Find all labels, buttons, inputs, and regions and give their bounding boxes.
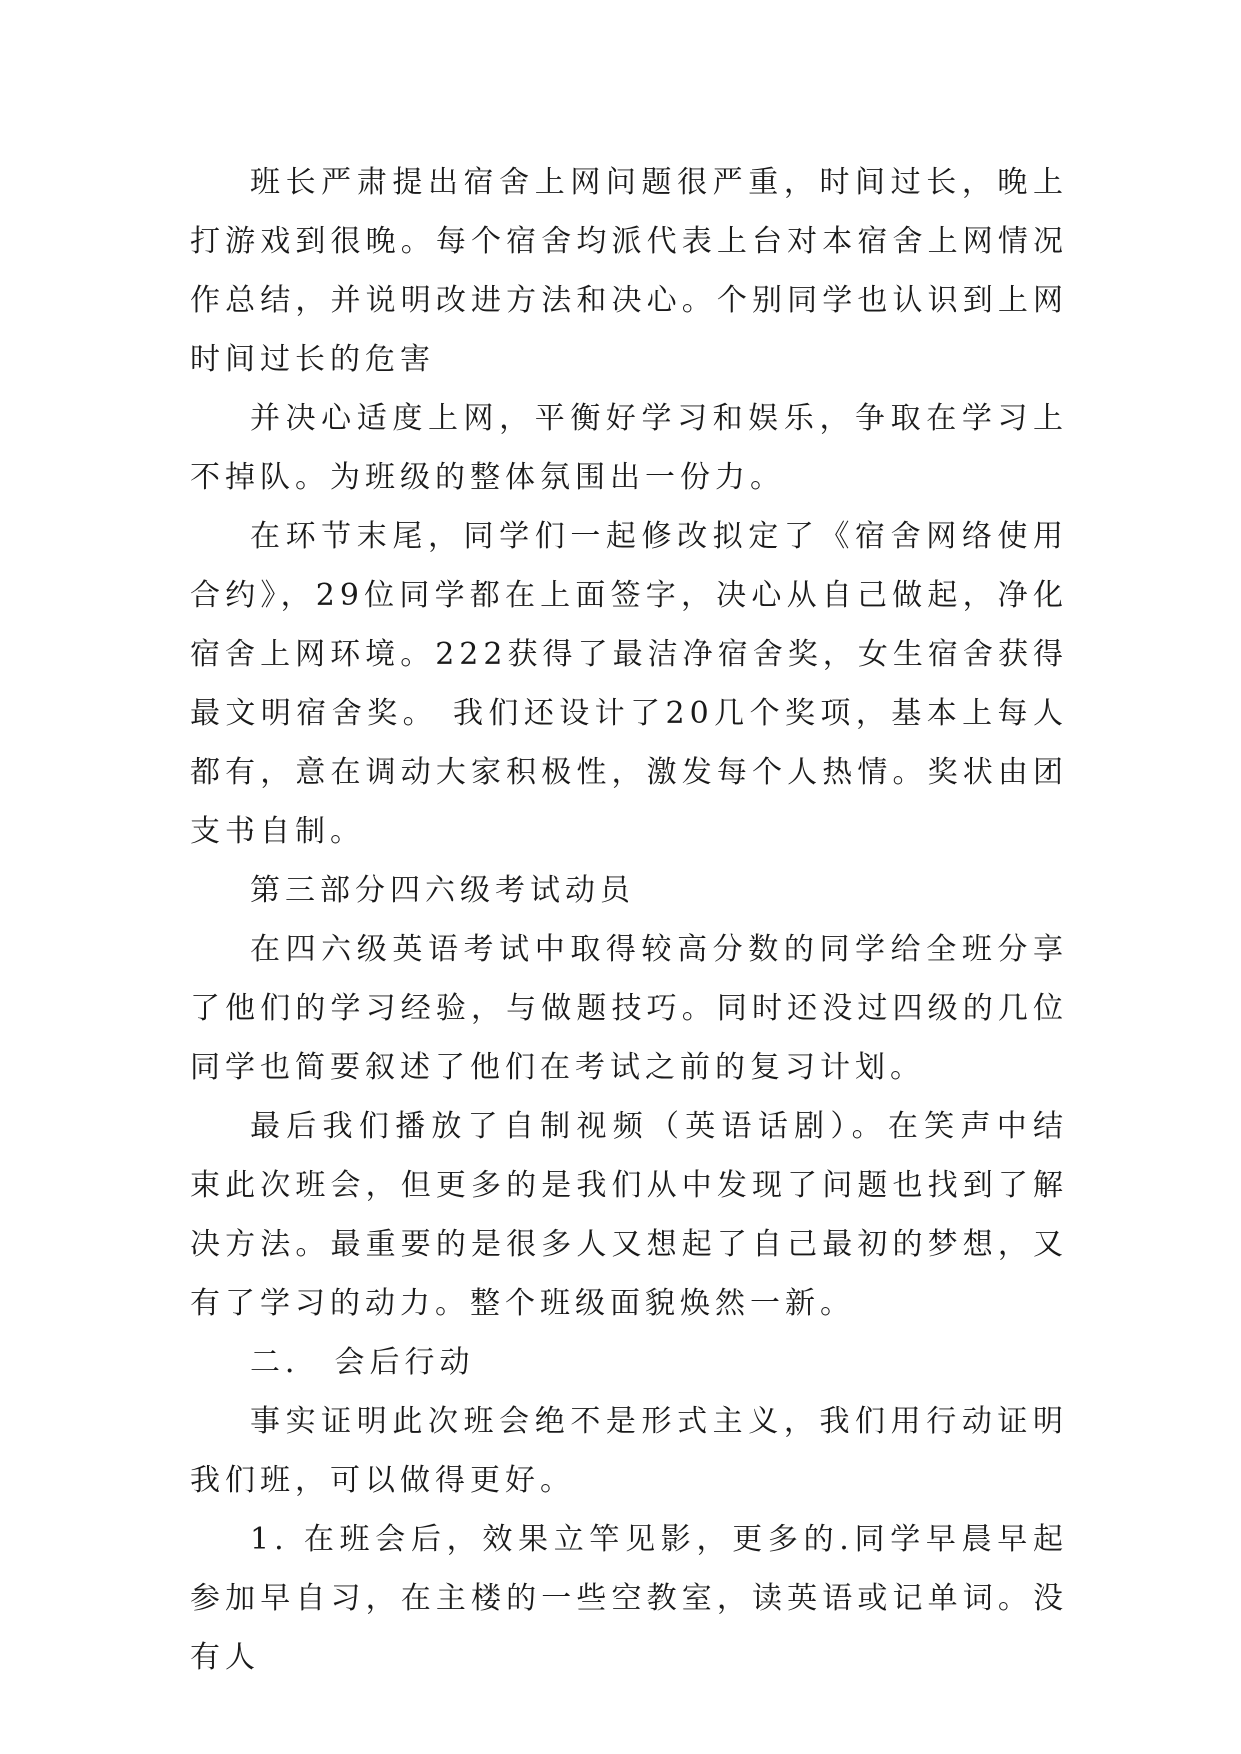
paragraph-proof: 事实证明此次班会绝不是形式主义，我们用行动证明我们班，可以做得更好。 [190, 1404, 1068, 1498]
document-body [190, 153, 1068, 1687]
paragraph-item-1: 1. 在班会后，效果立竿见影，更多的.同学早晨早起参加早自习，在主楼的一些空教室，读英语或记单词。没有人 [190, 1522, 1068, 1675]
paragraph-contract-awards: 在环节末尾，同学们一起修改拟定了《宿舍网络使用合约》，29位同学都在上面签字，决心从自己做起，净化宿舍上网环境。222获得了最洁净宿舍奖，女生宿舍获得最文明宿舍奖。 我们还设计了20几个奖项，基本上每人都有，意在调动大家积极性，激发每个人热情。奖状由团支书自制。 [190, 519, 1068, 849]
paragraph-dorm-internet: 班长严肃提出宿舍上网问题很严重，时间过长，晚上打游戏到很晚。每个宿舍均派代表上台对本宿舍上网情况作总结，并说明改进方法和决心。个别同学也认识到上网时间过长的危害 [190, 165, 1068, 377]
section-heading-after-meeting: 二． 会后行动 [250, 1345, 475, 1380]
section-heading-part-three: 第三部分四六级考试动员 [250, 873, 635, 908]
paragraph-resolve: 并决心适度上网，平衡好学习和娱乐，争取在学习上不掉队。为班级的整体氛围出一份力。 [190, 401, 1068, 495]
paragraph-video-conclusion: 最后我们播放了自制视频（英语话剧）。在笑声中结束此次班会，但更多的是我们从中发现了问题也找到了解决方法。最重要的是很多人又想起了自己最初的梦想，又有了学习的动力。整个班级面貌焕然一新。 [190, 1109, 1068, 1321]
paragraph-cet-sharing: 在四六级英语考试中取得较高分数的同学给全班分享了他们的学习经验，与做题技巧。同时还没过四级的几位同学也简要叙述了他们在考试之前的复习计划。 [190, 932, 1068, 1085]
